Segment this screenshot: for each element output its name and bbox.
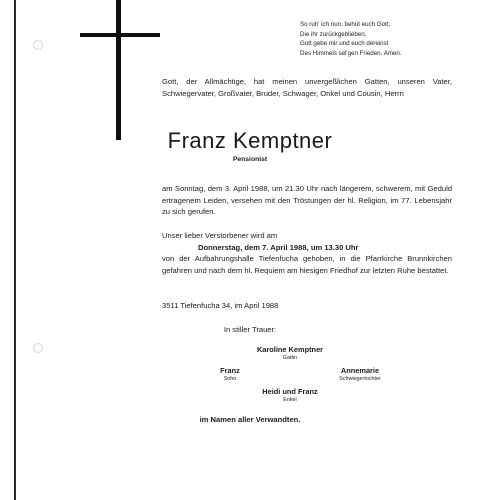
verse-line: Des Himmels sel'gen Frieden. Amen.	[300, 49, 402, 57]
mourner-name: Franz	[220, 366, 240, 375]
mourner-relation: Sohn	[223, 376, 237, 382]
mourner-relation: Schwiegertochter	[339, 376, 381, 382]
mourner-name: Karoline Kemptner	[256, 345, 324, 354]
verse-line: Gott gebe mir und euch dereinst	[300, 40, 389, 47]
verse-line: Die ihr zurückgeblieben,	[300, 30, 367, 38]
punch-hole-top	[33, 40, 43, 50]
place-and-date: 3511 Tiefenfucha 34, im April 1988	[162, 301, 279, 310]
death-notice-paragraph: am Sonntag, dem 3. April 1988, um 21.30 Uhr nach längerem, schwerem, mit Geduld ertragenem Leiden, versehen mit den Tröstungen der hl. Religion, im 77. Lebensjahr zu sich gerufen.	[162, 184, 452, 217]
mourner-relation: Enkel	[283, 397, 297, 403]
memorial-verse	[300, 20, 402, 58]
mourning-heading: In stiller Trauer:	[223, 325, 277, 334]
page-left-edge	[14, 0, 16, 500]
family-closing: im Namen aller Verwandten.	[199, 415, 301, 424]
mourner-grandchildren	[230, 387, 350, 403]
mourner-name: Annemarie	[340, 366, 380, 375]
mourner-name: Heidi und Franz	[262, 387, 318, 396]
mourner-widow	[230, 345, 350, 361]
verse-line: So ruh' ich nun, behüt euch Gott,	[300, 21, 391, 28]
cross-vertical-bar	[116, 0, 121, 140]
deceased-name: Franz Kemptner	[167, 128, 333, 153]
funeral-intro-line: Unser lieber Verstorbener wird am	[162, 231, 278, 240]
intro-paragraph: Gott, der Allmächtige, hat meinen unvergeßlichen Gatten, unseren Vater, Schwiegervater, Großvater, Bruder, Schwager, Onkel und Cousin, Herrn	[162, 77, 452, 98]
funeral-paragraph	[162, 230, 452, 276]
funeral-date: Donnerstag, dem 7. April 1988, um 13.30 Uhr	[198, 242, 359, 252]
mourner-daughter-in-law	[310, 366, 410, 382]
mourner-son	[200, 366, 260, 382]
deceased-occupation: Pensionist	[232, 156, 268, 163]
cross-horizontal-bar	[80, 33, 160, 37]
punch-hole-bottom	[33, 343, 43, 353]
funeral-details: von der Aufbahrungshalle Tiefenfucha gehoben, in die Pfarrkirche Brunnkirchen gefahren und nach dem hl. Requiem am hiesigen Friedhof zur letzten Ruhe bestattet.	[162, 254, 452, 275]
mourner-relation: Gattin	[282, 355, 298, 361]
